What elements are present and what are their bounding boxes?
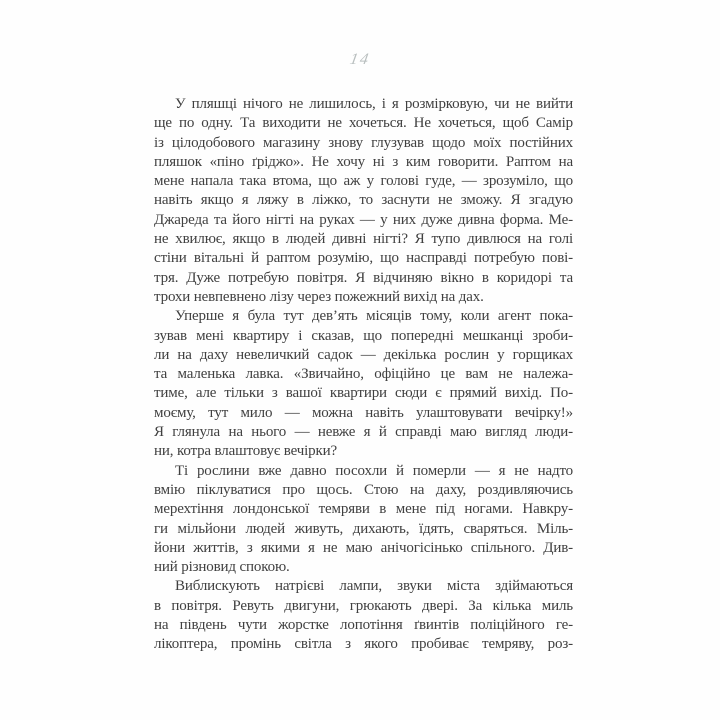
text-line: вмію піклуватися про щось. Стою на даху, роздивляючись xyxy=(154,481,573,498)
text-line: Уперше я була тут дев’ять місяців тому, коли агент пока- xyxy=(175,308,573,325)
paragraph xyxy=(154,577,573,654)
paragraph xyxy=(154,307,573,461)
text-line: ни, котра влаштовує вечірки? xyxy=(154,443,337,460)
text-line: Я глянула на нього — невже я й справді маю вигляд люди- xyxy=(154,424,573,441)
text-line: пляшок «піно ґріджо». Не хочу ні з ким говорити. Раптом на xyxy=(154,153,573,170)
text-line: Джареда та його нігті на руках — у них дуже дивна форма. Ме- xyxy=(154,211,573,228)
text-line: стіни вітальні й раптом розумію, що насправді потребую пові- xyxy=(154,250,573,267)
text-line: зував мені квартиру і сказав, що попередні мешканці зроби- xyxy=(154,327,573,344)
text-line: тиме, але тільки з вашої квартири сюди є прямий вихід. По- xyxy=(154,385,573,402)
text-line: йони життів, з якими я не маю анічогісінько спільного. Див- xyxy=(154,539,573,556)
text-line: У пляшці нічого не лишилось, і я розмірковую, чи не вийти xyxy=(175,96,573,112)
text-line: ги мільйони людей живуть, дихають, їдять, сваряться. Міль- xyxy=(154,520,573,537)
text-line: в повітря. Ревуть двигуни, грюкають двері. За кілька миль xyxy=(154,597,573,614)
text-line: на південь чути жорстке лопотіння ґвинтів поліційного ге- xyxy=(154,617,573,634)
text-line: не хвилює, якщо в людей дивні нігті? Я тупо дивлюся на голі xyxy=(154,231,573,248)
text-line: тря. Дуже потребую повітря. Я відчиняю вікно в коридорі та xyxy=(154,269,573,286)
text-line: Виблискують натрієві лампи, звуки міста здіймаються xyxy=(175,578,573,595)
text-line: та маленька лавка. «Звичайно, офіційно це вам не належа- xyxy=(154,366,573,383)
text-line: ще по одну. Та виходити не хочеться. Не хочеться, щоб Самір xyxy=(154,115,573,132)
text-line: ли на даху невеличкий садок — декілька рослин у горщиках xyxy=(154,346,573,363)
page-text xyxy=(154,95,573,655)
text-line: моєму, тут мило — можна навіть улаштовувати вечірку!» xyxy=(154,404,573,421)
text-line: навіть якщо я ляжу в ліжко, то заснути не зможу. Я згадую xyxy=(154,192,573,209)
text-line: Ті рослини вже давно посохли й померли — я не надто xyxy=(175,462,573,479)
text-line: мерехтіння лондонської темряви в мене під ногами. Навкру- xyxy=(154,501,573,518)
text-line: трохи невпевнено лізу через пожежний вихід на дах. xyxy=(154,288,484,305)
text-line: із цілодобового магазину знову глузував щодо моїх постійних xyxy=(154,134,573,151)
page-number: 14 xyxy=(348,51,372,68)
text-line: мене напала така втома, що аж у голові гуде, — зрозуміло, що xyxy=(154,173,573,190)
paragraph xyxy=(154,462,573,578)
text-line: ний різновид спокою. xyxy=(154,559,290,576)
paragraph xyxy=(154,95,573,307)
text-line: лікоптера, промінь світла з якого пробиває темряву, роз- xyxy=(154,636,573,653)
